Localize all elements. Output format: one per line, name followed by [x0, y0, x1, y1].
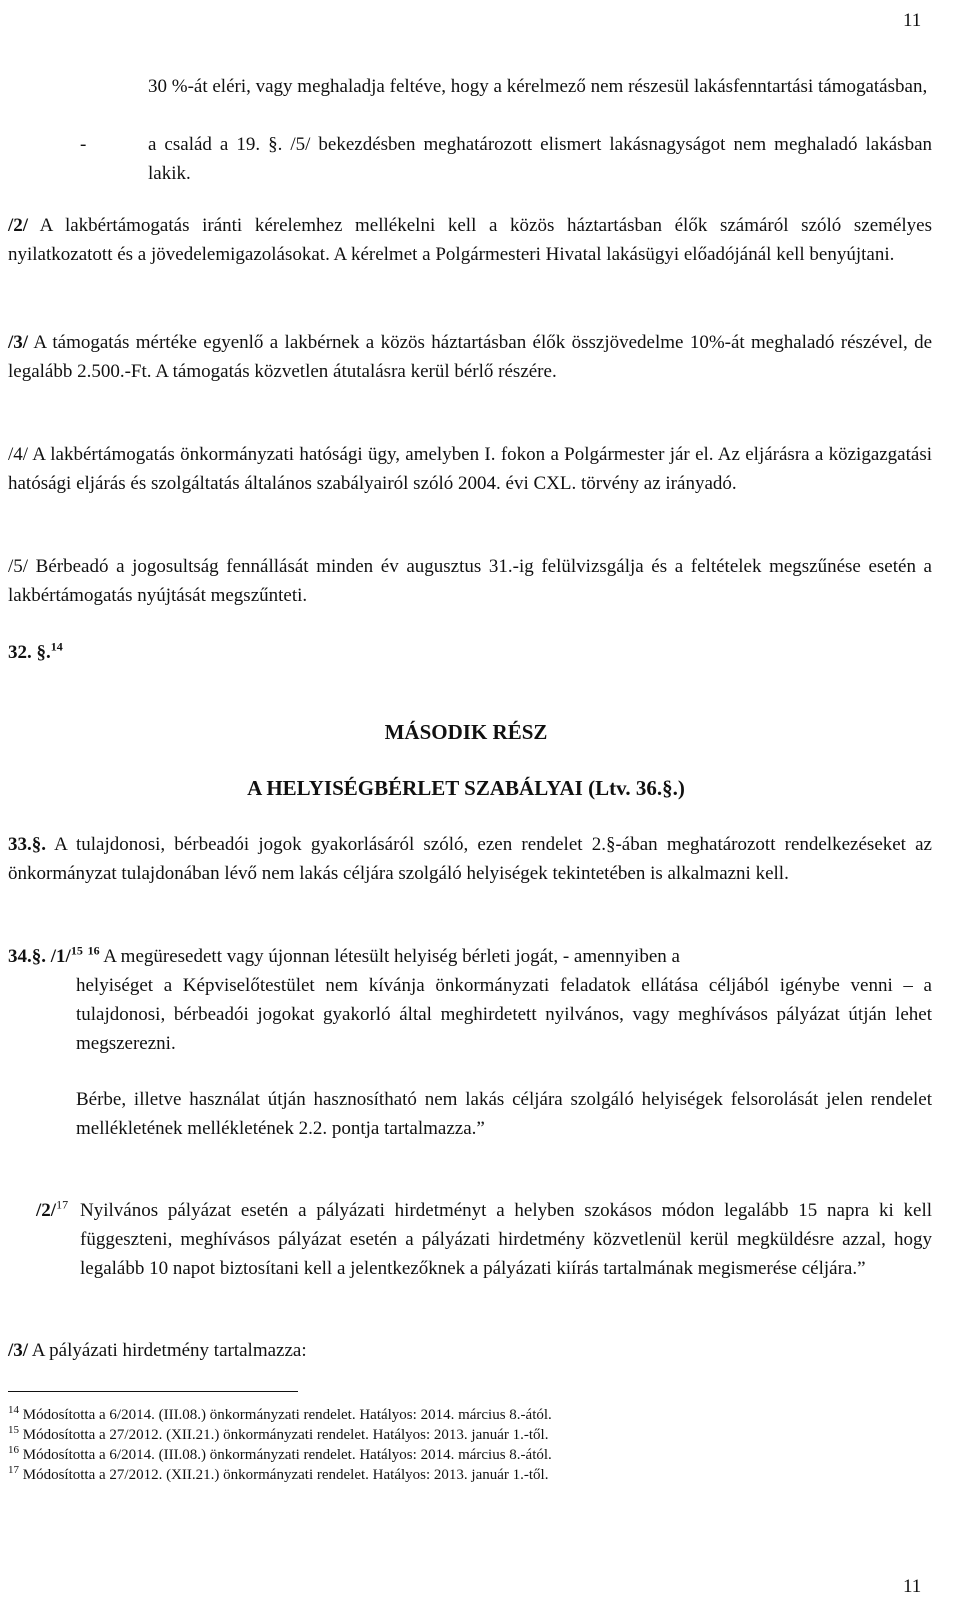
- page-number-top: 11: [903, 10, 922, 31]
- footnote-separator: [8, 1391, 298, 1392]
- footnote-text: Módosította a 6/2014. (III.08.) önkormányzati rendelet. Hatályos: 2014. március 8.-ától.: [19, 1447, 552, 1463]
- list-dash: -: [80, 134, 87, 155]
- subsection-number: /2/: [36, 1200, 57, 1221]
- subsection-2-text: Nyilvános pályázat esetén a pályázati hirdetményt a helyben szokásos módon legalább 15 napra ki kell függeszteni, meghívásos pályázat esetén a pályázati hirdetmény közvetlenül kerül megküldésre azzal, hogy legalább 10 napot biztosítani kell a jelentkezőknek a pályázati kiírás tartalmának megismerése céljára.”: [80, 1200, 932, 1279]
- paragraph-2: [8, 211, 932, 269]
- list-item-continued: 30 %-át eléri, vagy meghaladja feltéve, hogy a kérelmező nem részesül lakásfenntartási támogatásban,: [148, 76, 928, 97]
- subsection-number: /3/: [8, 1340, 29, 1361]
- section-label: 32. §.: [8, 642, 51, 663]
- paragraph-text: A lakbértámogatás iránti kérelemhez mellékelni kell a közös háztartásban élők számáról szóló személyes nyilatkozatott és a jövedelemigazolásokat. A kérelmet a Polgármesteri Hivatal lakásügyi előadójánál kell benyújtani.: [8, 215, 932, 265]
- subsection-3: [8, 1336, 307, 1365]
- footnote-ref: 16: [87, 943, 100, 958]
- paragraph-3: [8, 328, 932, 386]
- section-label: 33.§.: [8, 834, 46, 855]
- subsection-2-label: [36, 1196, 68, 1225]
- footnote-ref: 14: [50, 639, 63, 654]
- footnote: [8, 1425, 548, 1445]
- section-label: 34.§. /1/: [8, 946, 71, 967]
- footnote-ref: 17: [56, 1197, 69, 1212]
- footnote-text: Módosította a 6/2014. (III.08.) önkormányzati rendelet. Hatályos: 2014. március 8.-ától.: [19, 1407, 552, 1423]
- footnote-number: 16: [8, 1444, 19, 1456]
- footnote-number: 14: [8, 1404, 19, 1416]
- footnote: [8, 1405, 552, 1425]
- footnote: [8, 1465, 548, 1485]
- part-subtitle: A HELYISÉGBÉRLET SZABÁLYAI (Ltv. 36.§.): [247, 776, 685, 800]
- page-number-bottom: 11: [903, 1576, 922, 1597]
- list-item: a család a 19. §. /5/ bekezdésben meghatározott elismert lakásnagyságot nem meghaladó lakásban lakik.: [148, 134, 932, 184]
- paragraph-text: A támogatás mértéke egyenlő a lakbérnek a közös háztartásban élők összjövedelme 10%-át meghaladó részével, de legalább 2.500.-Ft. A támogatás közvetlen átutalásra kerül bérlő részére.: [8, 332, 932, 382]
- footnote: [8, 1445, 552, 1465]
- footnote-ref: 15: [70, 943, 83, 958]
- section-32: [8, 638, 63, 667]
- footnote-number: 15: [8, 1424, 19, 1436]
- footnote-text: Módosította a 27/2012. (XII.21.) önkormányzati rendelet. Hatályos: 2013. január 1.-től.: [19, 1467, 549, 1483]
- subsection-text: A pályázati hirdetmény tartalmazza:: [28, 1340, 307, 1361]
- paragraph-number: /2/: [8, 215, 29, 236]
- section-33: [8, 830, 932, 888]
- paragraph-5: /5/ Bérbeadó a jogosultság fennállását minden év augusztus 31.-ig felülvizsgálja és a feltételek megszűnése esetén a lakbértámogatás nyújtását megszűnteti.: [8, 556, 932, 606]
- section-34-first-line: [8, 942, 932, 971]
- footnote-number: 17: [8, 1464, 19, 1476]
- footnote-text: Módosította a 27/2012. (XII.21.) önkormányzati rendelet. Hatályos: 2013. január 1.-től.: [19, 1427, 549, 1443]
- section-text: A tulajdonosi, bérbeadói jogok gyakorlásáról szóló, ezen rendelet 2.§-ában meghatározott rendelkezéseket az önkormányzat tulajdonában lévő nem lakás céljára szolgáló helyiségek tekintetében is alkalmazni kell.: [8, 834, 932, 884]
- section-34-body: helyiséget a Képviselőtestület nem kívánja önkormányzati feladatok ellátása céljából igénybe venni – a tulajdonosi, bérbeadói jogokat gyakorló által meghirdetett nyilvános, vagy meghívásos pályázat útján lehet megszerezni.: [76, 975, 932, 1054]
- paragraph-4: /4/ A lakbértámogatás önkormányzati hatósági ügy, amelyben I. fokon a Polgármester jár el. Az eljárásra a közigazgatási hatósági eljárás és szolgáltatás általános szabályairól szóló 2004. évi CXL. törvény az irányadó.: [8, 444, 932, 494]
- section-text: A megüresedett vagy újonnan létesült helyiség bérleti jogát, - amennyiben a: [99, 946, 680, 967]
- section-34-paragraph: Bérbe, illetve használat útján hasznosítható nem lakás céljára szolgáló helyiségek felsorolását jelen rendelet mellékletének mellékletének 2.2. pontja tartalmazza.”: [76, 1089, 932, 1139]
- paragraph-number: /3/: [8, 332, 29, 353]
- part-title: MÁSODIK RÉSZ: [384, 720, 548, 744]
